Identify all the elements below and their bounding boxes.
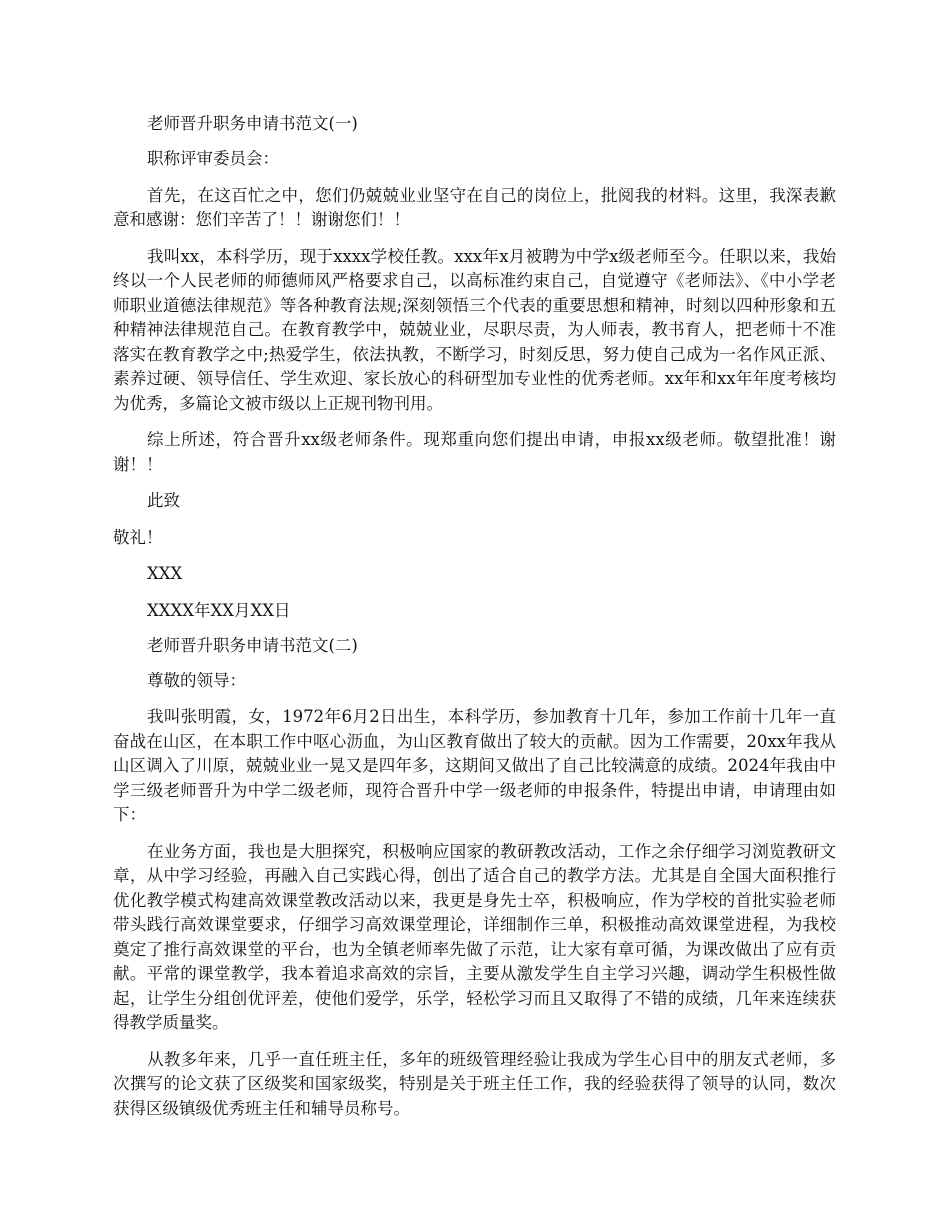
heading-sample-1: 老师晋升职务申请书范文(一) — [147, 114, 358, 133]
heading-sample-2: 老师晋升职务申请书范文(二) — [147, 635, 358, 655]
paragraph-thanks: 首先，在这百忙之中，您们仍兢兢业业坚守在自己的岗位上，批阅我的材料。这里，我深表歉意和感谢：您们辛苦了！！谢谢您们！！ — [113, 185, 836, 229]
date: XXXX年XX月XX日 — [147, 600, 291, 620]
signature: XXX — [147, 564, 183, 583]
paragraph-teaching-work: 在业务方面，我也是大胆探究，积极响应国家的教研教改活动，工作之余仔细学习浏览教研文章，从中学习经验，再融入自己实践心得，创出了适合自己的教学方法。尤其是自全国大面积推行优化教学模式构建高效课堂教改活动以来，我更是身先士卒，积极响应，作为学校的首批实验老师带头践行高效课堂要求，仔细学习高效课堂理论，详细制作三单，积极推动高效课堂进程，为我校奠定了推行高效课堂的平台，也为全镇老师率先做了示范，让大家有章可循，为课改做出了应有贡献。平常的课堂教学，我本着追求高效的宗旨，主要从激发学生自主学习兴趣，调动学生积极性做起，让学生分组创优评差，使他们爱学，乐学，轻松学习而且又取得了不错的成绩，几年来连续获得教学质量奖。 — [113, 841, 836, 1032]
paragraph-background: 我叫xx，本科学历，现于xxxx学校任教。xxx年x月被聘为中学x级老师至今。任职以来，我始终以一个人民老师的师德师风严格要求自己，以高标准约束自己，自觉遵守《老师法》、《中小学老师职业道德法律规范》等各种教育法规;深刻领悟三个代表的重要思想和精神，时刻以四种形象和五种精神法律规范自己。在教育教学中，兢兢业业，尽职尽责，为人师表，教书育人，把老师十不准落实在教育教学之中;热爱学生，依法执教，不断学习，时刻反思，努力使自己成为一名作风正派、素养过硬、领导信任、学生欢迎、家长放心的科研型加专业性的优秀老师。xx年和xx年年度考核均为优秀，多篇论文被市级以上正规刊物刊用。 — [113, 246, 836, 413]
paragraph-self-intro: 我叫张明霞，女，1972年6月2日出生，本科学历，参加教育十几年，参加工作前十几年一直奋战在山区，在本职工作中呕心沥血，为山区教育做出了较大的贡献。因为工作需要，20xx年我从山区调入了川原，兢兢业业一晃又是四年多，这期间又做出了自己比较满意的成绩。2024年我由中学三级老师晋升为中学二级老师，现符合晋升中学一级老师的申报条件，特提出申请，申请理由如下： — [113, 707, 836, 824]
paragraph-request: 综上所述，符合晋升xx级老师条件。现郑重向您们提出申请，申报xx级老师。敬望批准！谢谢！！ — [113, 430, 836, 474]
paragraph-class-management: 从教多年来，几乎一直任班主任，多年的班级管理经验让我成为学生心目中的朋友式老师，多次撰写的论文获了区级奖和国家级奖，特别是关于班主任工作，我的经验获得了领导的认同，数次获得区级镇级优秀班主任和辅导员称号。 — [113, 1049, 836, 1118]
salutation-committee: 职称评审委员会： — [147, 149, 279, 168]
closing-jingli: 敬礼！ — [113, 527, 163, 547]
document-body — [113, 112, 836, 1121]
closing-cizhi: 此致 — [147, 491, 180, 510]
salutation-leaders: 尊敬的领导： — [147, 670, 246, 690]
